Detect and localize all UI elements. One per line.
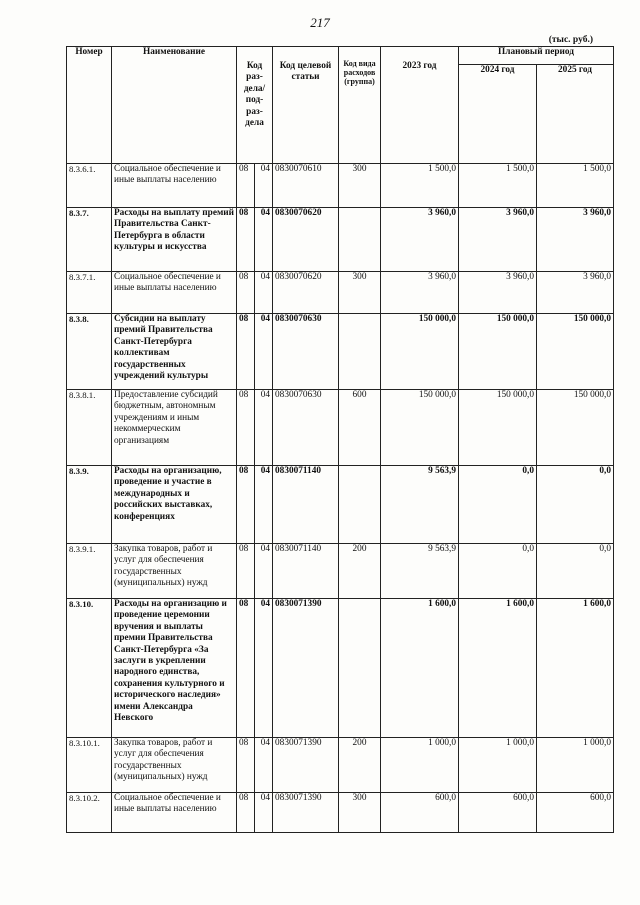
row-expense-code (339, 466, 381, 544)
row-target-code: 0830071390 (273, 793, 339, 833)
header-plan-period: Плановый период (459, 47, 614, 65)
table-row (67, 793, 614, 833)
row-number: 8.3.10.1. (67, 738, 112, 793)
row-amount-2023: 9 563,9 (381, 466, 459, 544)
row-name: Закупка товаров, работ и услуг для обеспечения государственных (муниципальных) нужд (112, 738, 237, 793)
row-amount-2025: 150 000,0 (537, 390, 614, 466)
row-amount-2024: 1 600,0 (459, 599, 537, 738)
table-row (67, 272, 614, 314)
row-section: 08 (237, 208, 255, 272)
row-name: Закупка товаров, работ и услуг для обеспечения государственных (муниципальных) нужд (112, 544, 237, 599)
row-amount-2023: 9 563,9 (381, 544, 459, 599)
row-number: 8.3.10.2. (67, 793, 112, 833)
row-amount-2023: 3 960,0 (381, 208, 459, 272)
header-name: Наименование (112, 47, 237, 164)
row-subsection: 04 (255, 208, 273, 272)
row-expense-code (339, 599, 381, 738)
row-amount-2023: 600,0 (381, 793, 459, 833)
row-target-code: 0830071390 (273, 738, 339, 793)
row-expense-code: 300 (339, 164, 381, 208)
row-target-code: 0830071140 (273, 466, 339, 544)
row-target-code: 0830070630 (273, 314, 339, 390)
row-target-code: 0830070620 (273, 208, 339, 272)
row-amount-2024: 3 960,0 (459, 272, 537, 314)
row-name: Социальное обеспечение и иные выплаты населению (112, 272, 237, 314)
header-year-2025: 2025 год (537, 65, 614, 164)
row-name: Субсидии на выплату премий Правительства Санкт-Петербурга коллективам государственных учреждений культуры (112, 314, 237, 390)
row-amount-2023: 1 000,0 (381, 738, 459, 793)
row-amount-2023: 150 000,0 (381, 390, 459, 466)
row-name: Социальное обеспечение и иные выплаты населению (112, 793, 237, 833)
table-row (67, 544, 614, 599)
row-target-code: 0830070630 (273, 390, 339, 466)
row-section: 08 (237, 544, 255, 599)
table-row (67, 466, 614, 544)
row-amount-2024: 150 000,0 (459, 314, 537, 390)
row-amount-2025: 0,0 (537, 544, 614, 599)
row-amount-2024: 1 000,0 (459, 738, 537, 793)
table-row (67, 208, 614, 272)
row-amount-2025: 1 000,0 (537, 738, 614, 793)
row-amount-2024: 600,0 (459, 793, 537, 833)
row-expense-code: 300 (339, 272, 381, 314)
row-amount-2023: 150 000,0 (381, 314, 459, 390)
row-name: Предоставление субсидий бюджетным, автономным учреждениям и иным некоммерческим организациям (112, 390, 237, 466)
row-section: 08 (237, 164, 255, 208)
row-subsection: 04 (255, 164, 273, 208)
row-amount-2025: 600,0 (537, 793, 614, 833)
row-name: Социальное обеспечение и иные выплаты населению (112, 164, 237, 208)
row-amount-2025: 3 960,0 (537, 208, 614, 272)
row-expense-code: 300 (339, 793, 381, 833)
row-amount-2023: 3 960,0 (381, 272, 459, 314)
row-subsection: 04 (255, 544, 273, 599)
row-number: 8.3.8.1. (67, 390, 112, 466)
budget-table (66, 46, 614, 833)
row-subsection: 04 (255, 599, 273, 738)
header-year-2024: 2024 год (459, 65, 537, 164)
row-name: Расходы на выплату премий Правительства Санкт-Петербурга в области культуры и искусства (112, 208, 237, 272)
table-row (67, 599, 614, 738)
unit-note: (тыс. руб.) (548, 35, 593, 45)
table-row (67, 738, 614, 793)
row-amount-2023: 1 600,0 (381, 599, 459, 738)
row-expense-code (339, 208, 381, 272)
row-section: 08 (237, 390, 255, 466)
row-target-code: 0830071390 (273, 599, 339, 738)
row-amount-2024: 0,0 (459, 466, 537, 544)
row-subsection: 04 (255, 466, 273, 544)
row-amount-2024: 1 500,0 (459, 164, 537, 208)
row-expense-code (339, 314, 381, 390)
header-expense-code: Код вида расходов (группа) (339, 47, 381, 164)
row-section: 08 (237, 738, 255, 793)
row-number: 8.3.7. (67, 208, 112, 272)
row-subsection: 04 (255, 272, 273, 314)
header-section-code: Код раз-дела/ под-раз-дела (237, 47, 273, 164)
row-subsection: 04 (255, 738, 273, 793)
row-expense-code: 200 (339, 544, 381, 599)
row-section: 08 (237, 272, 255, 314)
row-amount-2025: 1 600,0 (537, 599, 614, 738)
row-target-code: 0830071140 (273, 544, 339, 599)
header-number: Номер (67, 47, 112, 164)
row-number: 8.3.7.1. (67, 272, 112, 314)
table-row (67, 390, 614, 466)
header-year-2023: 2023 год (381, 47, 459, 164)
row-amount-2025: 3 960,0 (537, 272, 614, 314)
row-number: 8.3.6.1. (67, 164, 112, 208)
row-expense-code: 200 (339, 738, 381, 793)
row-number: 8.3.9.1. (67, 544, 112, 599)
row-section: 08 (237, 466, 255, 544)
table-row (67, 314, 614, 390)
row-amount-2025: 1 500,0 (537, 164, 614, 208)
row-amount-2024: 150 000,0 (459, 390, 537, 466)
page-number: 217 (310, 15, 330, 30)
row-name: Расходы на организацию, проведение и участие в международных и российских выставках, конференциях (112, 466, 237, 544)
row-number: 8.3.10. (67, 599, 112, 738)
row-section: 08 (237, 599, 255, 738)
row-target-code: 0830070610 (273, 164, 339, 208)
row-number: 8.3.8. (67, 314, 112, 390)
row-amount-2025: 0,0 (537, 466, 614, 544)
row-name: Расходы на организацию и проведение церемонии вручения и выплаты премии Правительства Санкт-Петербурга «За заслуги в укреплении народного единства, сохранения культурного и исторического наследия» имени Александра Невского (112, 599, 237, 738)
row-section: 08 (237, 793, 255, 833)
row-target-code: 0830070620 (273, 272, 339, 314)
header-target-code: Код целевой статьи (273, 47, 339, 164)
row-amount-2024: 3 960,0 (459, 208, 537, 272)
row-amount-2023: 1 500,0 (381, 164, 459, 208)
row-amount-2025: 150 000,0 (537, 314, 614, 390)
row-number: 8.3.9. (67, 466, 112, 544)
row-subsection: 04 (255, 314, 273, 390)
table-row (67, 164, 614, 208)
row-subsection: 04 (255, 793, 273, 833)
row-expense-code: 600 (339, 390, 381, 466)
table-body (67, 164, 614, 833)
row-subsection: 04 (255, 390, 273, 466)
row-section: 08 (237, 314, 255, 390)
row-amount-2024: 0,0 (459, 544, 537, 599)
